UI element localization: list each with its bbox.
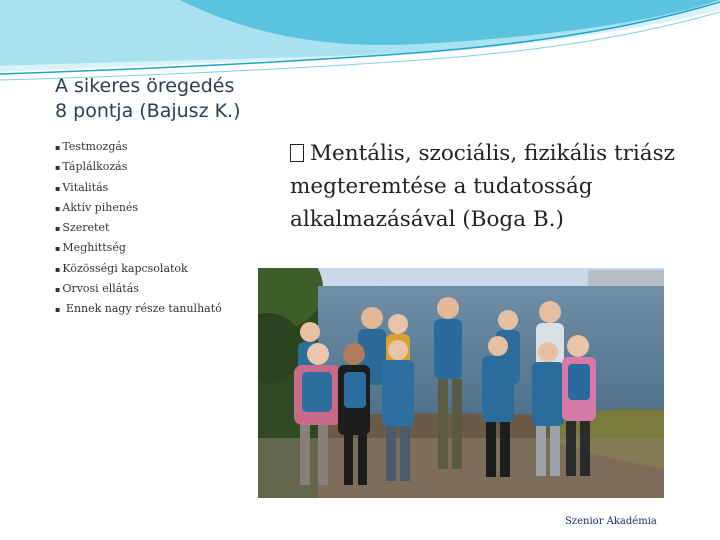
list-item: ▪ Testmozgás [55, 137, 275, 157]
list-item: ▪ Szeretet [55, 218, 275, 238]
list-item: ▪ Vitalitás [55, 178, 275, 198]
group-photo [258, 268, 664, 498]
quote-block [290, 137, 690, 236]
list-item: ▪ Meghittség [55, 238, 275, 258]
title-line-2: 8 pontja (Bajusz K.) [55, 100, 241, 122]
quote-text: Mentális, szociális, fizikális triász megteremtése a tudatosság alkalmazásával (Boga B.) [290, 141, 675, 232]
footer-label: Szenior Akadémia [565, 516, 657, 527]
success-points-list [55, 137, 275, 320]
title-line-1: A sikeres öregedés [55, 75, 235, 97]
list-item: ▪ Közösségi kapcsolatok [55, 259, 275, 279]
list-item: ▪ Orvosi ellátás [55, 279, 275, 299]
list-item: ▪ Táplálkozás [55, 157, 275, 177]
list-item: ▪ Ennek nagy része tanulható [55, 299, 275, 319]
square-bullet-icon [290, 144, 304, 162]
list-item: ▪ Aktív pihenés [55, 198, 275, 218]
slide-title [55, 74, 285, 124]
